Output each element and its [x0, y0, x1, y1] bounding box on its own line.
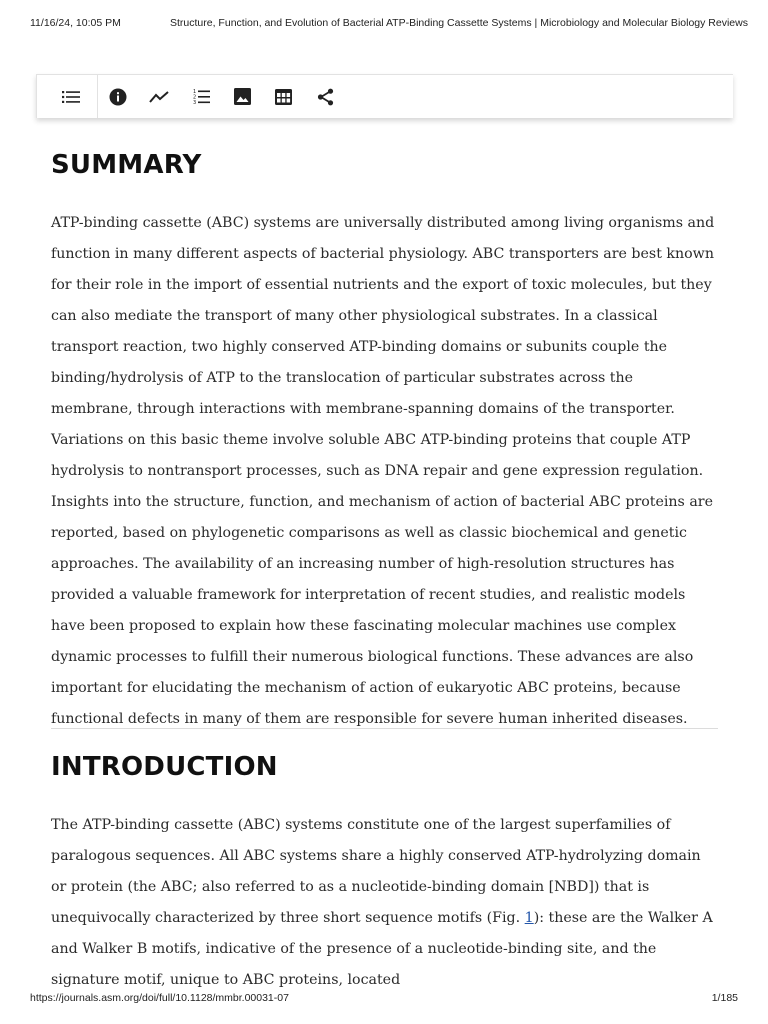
info-icon: [109, 88, 127, 106]
print-document-title: Structure, Function, and Evolution of Bacterial ATP-Binding Cassette Systems | Microbiology and Molecular Biology Reviews: [170, 17, 748, 29]
metrics-button[interactable]: [139, 75, 179, 118]
svg-text:1: 1: [192, 89, 196, 95]
figure-1-link[interactable]: 1: [524, 910, 534, 926]
introduction-heading: INTRODUCTION: [51, 752, 278, 782]
numbered-list-icon: [193, 88, 210, 105]
svg-text:2: 2: [192, 94, 196, 101]
introduction-text-part1: The ATP-binding cassette (ABC) systems constitute one of the largest superfamilies of paralogous sequences. All ABC systems share a highly conserved ATP-hydrolyzing domain or protein (the ABC; also referred to as a nucleotide-binding domain [NBD]) that is unequivocally characterized by three short sequence motifs (Fig.: [51, 817, 701, 926]
print-page-number: 1/185: [711, 992, 738, 1004]
image-icon: [234, 88, 251, 105]
summary-heading: SUMMARY: [51, 150, 202, 180]
share-icon: [317, 88, 334, 106]
introduction-text-part2: ): these are the Walker A and Walker B motifs, indicative of the presence of a nucleotide-binding site, and the signature motif, unique to ABC proteins, located: [51, 910, 713, 988]
contents-button[interactable]: [51, 75, 91, 118]
introduction-paragraph: [51, 810, 719, 996]
share-button[interactable]: [305, 75, 345, 118]
list-icon: [62, 90, 80, 104]
table-icon: [275, 89, 292, 105]
references-button[interactable]: [181, 75, 221, 118]
article-toolbar: [36, 74, 733, 118]
summary-paragraph: ATP-binding cassette (ABC) systems are universally distributed among living organisms and function in many different aspects of bacterial physiology. ABC transporters are best known for their role in the import of essential nutrients and the export of toxic molecules, but they can also mediate the transport of many other physiological substrates. In a classical transport reaction, two highly conserved ATP-binding domains or subunits couple the binding/hydrolysis of ATP to the translocation of particular substrates across the membrane, through interactions with membrane-spanning domains of the transporter. Variations on this basic theme involve soluble ABC ATP-binding proteins that couple ATP hydrolysis to nontransport processes, such as DNA repair and gene expression regulation. Insights into the structure, function, and mechanism of action of bacterial ABC proteins are reported, based on phylogenetic comparisons as well as classic biochemical and genetic approaches. The availability of an increasing number of high-resolution structures has provided a valuable framework for interpretation of recent studies, and realistic models have been proposed to explain how these fascinating molecular machines use complex dynamic processes to fulfill their numerous biological functions. These advances are also important for elucidating the mechanism of action of eukaryotic ABC proteins, because functional defects in many of them are responsible for severe human inherited diseases.: [51, 215, 715, 727]
figures-button[interactable]: [222, 75, 262, 118]
metrics-icon: [149, 90, 169, 104]
tables-button[interactable]: [263, 75, 303, 118]
information-button[interactable]: [98, 75, 138, 118]
section-divider: [51, 728, 718, 729]
svg-text:3: 3: [192, 100, 196, 105]
print-datetime: 11/16/24, 10:05 PM: [30, 17, 121, 29]
print-url: https://journals.asm.org/doi/full/10.1128/mmbr.00031-07: [30, 992, 289, 1004]
